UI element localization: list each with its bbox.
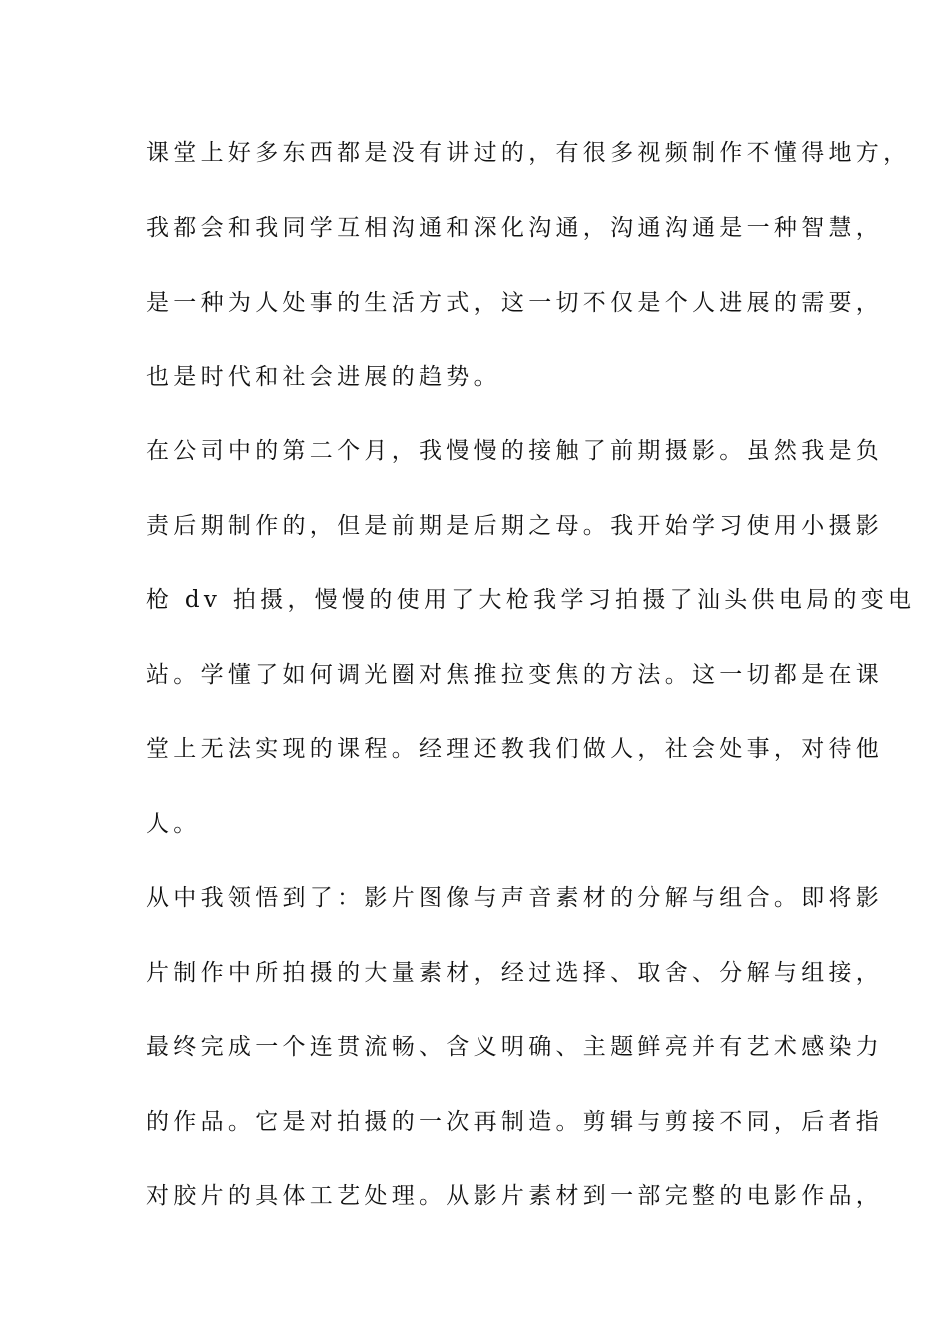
text-line: 的作品。它是对拍摄的一次再制造。剪辑与剪接不同，后者指 <box>146 1109 884 1135</box>
text-line: 也是时代和社会进展的趋势。 <box>146 364 501 390</box>
text-line: 是一种为人处事的生活方式，这一切不仅是个人进展的需要， <box>146 290 884 316</box>
text-line: 从中我领悟到了：影片图像与声音素材的分解与组合。即将影 <box>146 885 884 911</box>
text-line: 枪 dv 拍摄，慢慢的使用了大枪我学习拍摄了汕头供电局的变电 <box>146 587 916 613</box>
text-line: 在公司中的第二个月，我慢慢的接触了前期摄影。虽然我是负 <box>146 438 884 464</box>
text-line: 对胶片的具体工艺处理。从影片素材到一部完整的电影作品， <box>146 1183 884 1209</box>
text-line: 片制作中所拍摄的大量素材，经过选择、取舍、分解与组接， <box>146 960 884 986</box>
text-line: 站。学懂了如何调光圈对焦推拉变焦的方法。这一切都是在课 <box>146 662 884 688</box>
text-line: 责后期制作的，但是前期是后期之母。我开始学习使用小摄影 <box>146 513 884 539</box>
text-line: 人。 <box>146 811 201 837</box>
text-line: 我都会和我同学互相沟通和深化沟通，沟通沟通是一种智慧， <box>146 215 884 241</box>
text-line: 最终完成一个连贯流畅、含义明确、主题鲜亮并有艺术感染力 <box>146 1034 884 1060</box>
text-line: 堂上无法实现的课程。经理还教我们做人，社会处事，对待他 <box>146 736 884 762</box>
text-line: 课堂上好多东西都是没有讲过的，有很多视频制作不懂得地方， <box>146 140 911 166</box>
